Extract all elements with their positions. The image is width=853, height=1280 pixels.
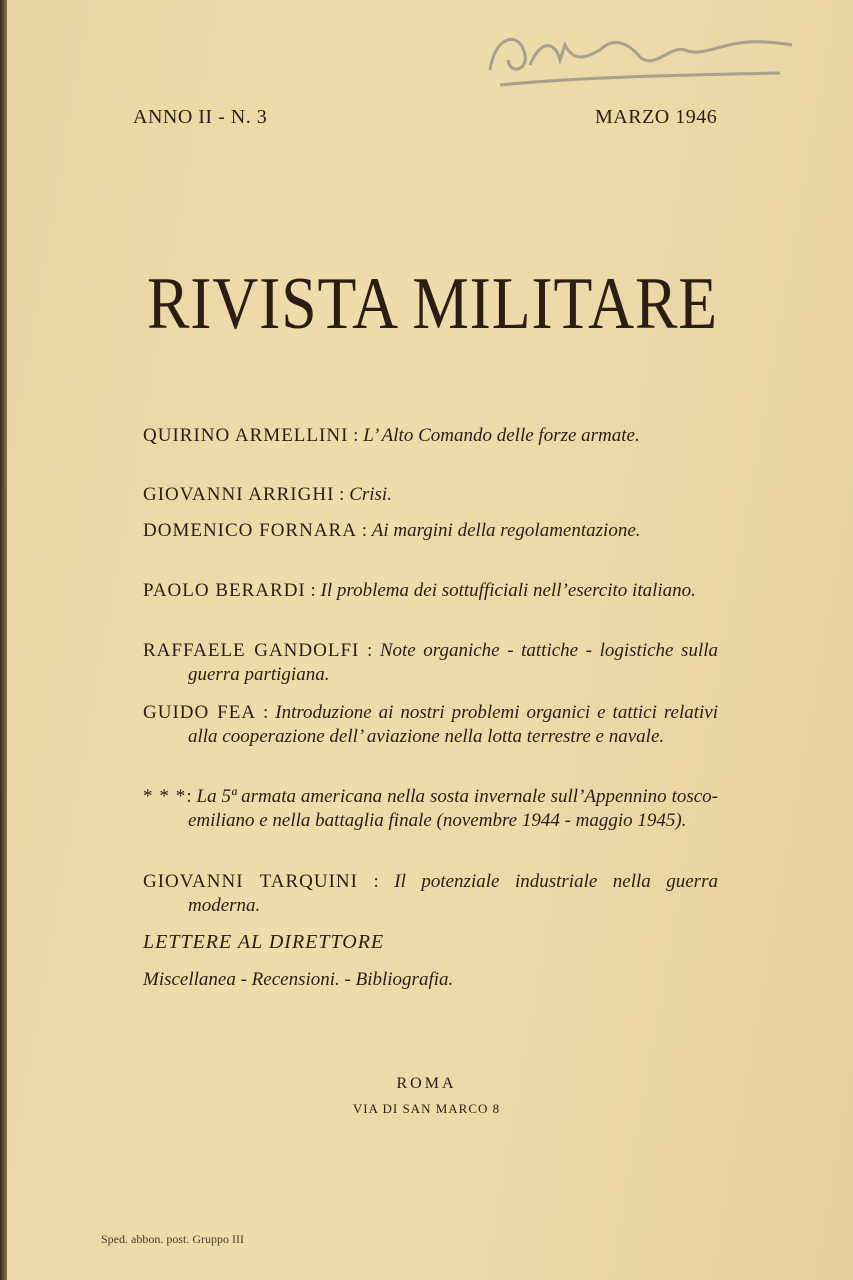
magazine-title: RIVISTA MILITARE: [147, 263, 718, 345]
entry-author: DOMENICO FORNARA: [143, 520, 357, 541]
contents-entry: GUIDO FEA : Introduzione ai nostri problemi organici e tattici relativi alla cooperazione dell’ aviazione nella lotta terrestre e navale.: [143, 702, 718, 747]
contents-entry: QUIRINO ARMELLINI : L’ Alto Comando delle forze armate.: [143, 425, 640, 446]
contents-entry: * * *: La 5ª armata americana nella sosta invernale sull’Appennino tosco-emiliano e nella battaglia finale (novembre 1944 - maggio 1945).: [143, 786, 719, 831]
contents-entry: RAFFAELE GANDOLFI : Note organiche - tattiche - logistiche sulla guerra partigiana.: [143, 640, 719, 685]
contents-entry: DOMENICO FORNARA : Ai margini della regolamentazione.: [143, 520, 641, 541]
entry-author: GIOVANNI ARRIGHI: [143, 484, 335, 505]
entry-author: RAFFAELE GANDOLFI: [143, 640, 360, 661]
handwritten-signature: [480, 15, 800, 95]
entry-author: QUIRINO ARMELLINI: [143, 425, 349, 446]
entry-title: L’ Alto Comando delle forze armate.: [363, 425, 640, 446]
entry-title: Ai margini della regolamentazione.: [371, 520, 641, 541]
entry-title: La 5ª armata americana nella sosta invernale sull’Appennino tosco-emiliano e nella battaglia finale (novembre 1944 - maggio 1945).: [188, 786, 719, 831]
postal-note: Sped. abbon. post. Gruppo III: [101, 1232, 244, 1246]
entry-title: Note organiche - tattiche - logistiche sulla guerra partigiana.: [188, 640, 719, 685]
letters-section: LETTERE AL DIRETTORE: [143, 931, 385, 953]
entry-title: Introduzione ai nostri problemi organici e tattici relativi alla cooperazione dell’ aviazione nella lotta terrestre e navale.: [188, 702, 718, 747]
publisher-address: VIA DI SAN MARCO 8: [352, 1101, 501, 1116]
contents-entry: GIOVANNI ARRIGHI : Crisi.: [143, 484, 392, 505]
contents-entry: PAOLO BERARDI : Il problema dei sottufficiali nell’esercito italiano.: [143, 580, 696, 601]
entry-title: Il problema dei sottufficiali nell’esercito italiano.: [320, 580, 696, 601]
entry-author: GIOVANNI TARQUINI: [143, 871, 358, 892]
entry-title: Crisi.: [349, 484, 392, 505]
entry-author: GUIDO FEA: [143, 702, 257, 723]
misc-section: Miscellanea - Recensioni. - Bibliografia.: [143, 969, 454, 990]
entry-author: * * *: [143, 786, 187, 807]
issue-date: MARZO 1946: [595, 106, 718, 128]
entry-title: Il potenziale industriale nella guerra moderna.: [188, 871, 718, 916]
entry-author: PAOLO BERARDI: [143, 580, 306, 601]
issue-number: ANNO II - N. 3: [133, 106, 268, 128]
publisher-city: ROMA: [396, 1075, 457, 1092]
contents-entry: GIOVANNI TARQUINI : Il potenziale industriale nella guerra moderna.: [143, 871, 718, 916]
